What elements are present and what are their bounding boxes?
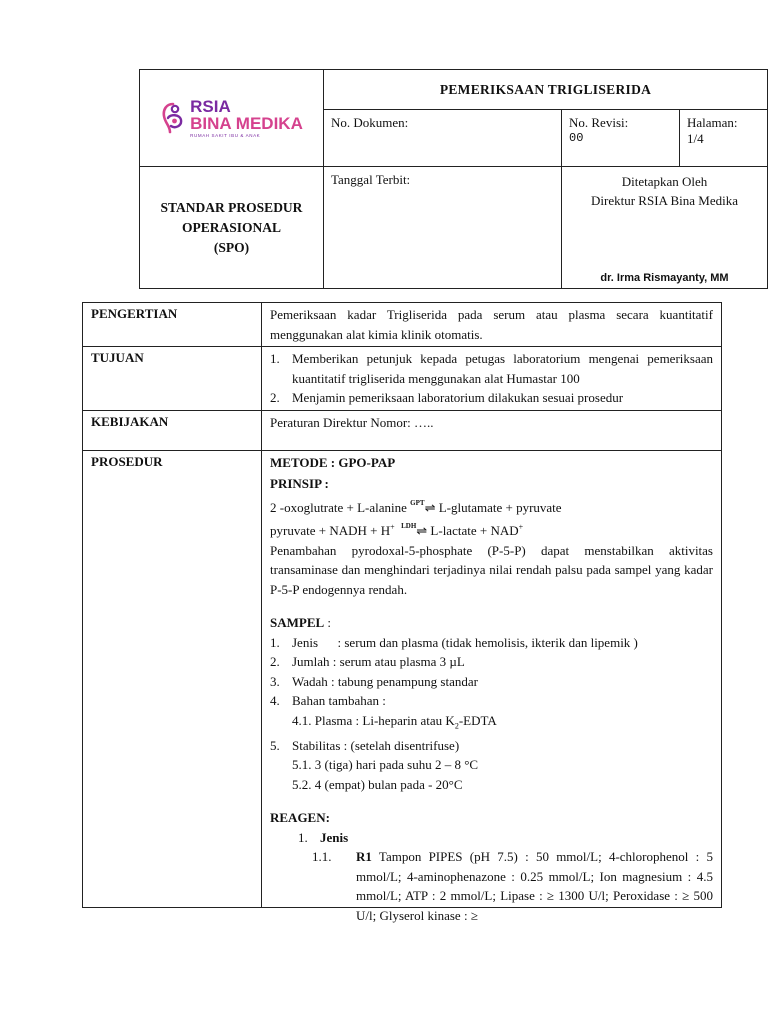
ditetapkan-cell: [562, 167, 768, 289]
list-item-number: 1.: [270, 634, 280, 650]
kebijakan-text: Peraturan Direktur Nomor: …..: [262, 410, 722, 450]
direktur-label: Direktur RSIA Bina Medika: [591, 193, 738, 208]
halaman-cell: [680, 110, 768, 167]
mother-child-logo-icon: [160, 101, 186, 135]
document-header-table: [139, 69, 768, 289]
list-item-text: Wadah : tabung penampung standar: [292, 673, 478, 689]
metode-heading: METODE : GPO-PAP: [270, 454, 396, 470]
list-item-text: Jumlah : serum atau plasma 3 µL: [292, 654, 465, 669]
reagen-r1-description: Tampon PIPES (pH 7.5) : 50 mmol/L; 4-chlorophenol : 5 mmol/L; 4-aminophenazone : 0.25 mmol/L; Ion magnesium : 4.5 mmol/L; ATP : 2 mmol/L; Lipase : ≥ 1300 U/l; Peroxidase : ≥ 500 U/l; Glyserol kinase : ≥: [356, 849, 713, 923]
reaction-1-left: 2 -oxoglutrate + L-alanine: [270, 499, 411, 515]
no-revisi-label: No. Revisi:: [569, 115, 629, 130]
sub-item-text-end: -EDTA: [458, 712, 497, 728]
list-item-text: Jenis : serum dan plasma (tidak hemolisis, ikterik dan lipemik ): [292, 634, 638, 650]
no-revisi-value: 00: [569, 131, 584, 145]
prinsip-text: Penambahan pyrodoxal-5-phosphate (P-5-P) dapat menstabilkan aktivitas transaminase dan menghindari terjadinya nilai rendah palsu pada sampel yang kadar P-5-P endogennya rendah.: [270, 542, 713, 597]
ditetapkan-oleh: Ditetapkan Oleh: [621, 174, 708, 189]
signer-name: dr. Irma Rismayanty, MM: [600, 272, 729, 284]
sub-list-item: 5.2. 4 (empat) bulan pada - 20°C: [292, 776, 463, 792]
list-item-number: 4.: [270, 693, 280, 708]
reaction-2-enzyme: LDH: [401, 522, 417, 530]
halaman-value: 1/4: [687, 131, 704, 146]
hospital-logo: [140, 70, 323, 166]
sampel-title: SAMPEL: [270, 615, 325, 630]
tujuan-list: [262, 347, 722, 411]
no-dokumen-label: No. Dokumen:: [331, 115, 409, 130]
spo-line-2: OPERASIONAL: [181, 219, 281, 235]
logo-line-2: BINA MEDIKA: [190, 113, 303, 133]
sampel-heading: [270, 613, 713, 633]
reagen-jenis-label: Jenis: [320, 829, 349, 845]
list-item-number: 1.: [270, 351, 280, 366]
document-title: PEMERIKSAAN TRIGLISERIDA: [324, 70, 768, 110]
list-item-number: 2.: [270, 390, 280, 405]
subscript: 2: [454, 721, 459, 731]
sub-list-item: [270, 711, 713, 736]
list-item-number: 5.: [270, 737, 280, 753]
sampel-colon: :: [324, 615, 332, 630]
list-item: [270, 633, 713, 653]
no-dokumen-cell: [324, 110, 562, 167]
logo-line-1: RSIA: [190, 96, 231, 116]
spo-content-table: [82, 302, 722, 923]
spo-cell: [140, 167, 324, 289]
list-item: [270, 691, 713, 711]
reagen-heading: REAGEN:: [270, 810, 330, 826]
logo-tagline: RUMAH SAKIT IBU & ANAK: [190, 132, 261, 138]
reaction-2-left: pyruvate + NADH + H: [270, 523, 391, 538]
reagen-r1-item: [270, 847, 713, 925]
spo-line-3: (SPO): [213, 239, 250, 255]
sub-list-item: 5.1. 3 (tiga) hari pada suhu 2 – 8 °C: [292, 757, 479, 773]
reagen-jenis: [270, 828, 713, 848]
list-item: [270, 736, 713, 756]
reaction-line-2: [270, 517, 713, 541]
list-item-text: Bahan tambahan :: [292, 693, 386, 708]
list-item: [270, 652, 713, 672]
prosedur-content: [262, 450, 722, 923]
prosedur-label: PROSEDUR: [83, 450, 262, 907]
list-item-number: 1.1.: [312, 849, 332, 865]
reagen-r1-label: R1: [356, 849, 372, 865]
reaction-line-1: [270, 494, 713, 518]
list-item-text: Menjamin pemeriksaan laboratorium dilakukan sesuai prosedur: [292, 390, 624, 405]
pengertian-label: PENGERTIAN: [83, 303, 262, 347]
reaction-2-right: ⇌ L-lactate + NAD: [416, 523, 519, 538]
list-item-text: Memberikan petunjuk kepada petugas laboratorium mengenai pemeriksaan kuantitatif trigliserida menggunakan alat Humastar 100: [292, 351, 713, 386]
reaction-2-h-charge: +: [390, 522, 395, 532]
reagen-r1-text: [356, 847, 713, 925]
kebijakan-label: KEBIJAKAN: [83, 410, 262, 450]
no-revisi-cell: [562, 110, 680, 167]
list-item-number: 2.: [270, 654, 280, 669]
list-item: [270, 349, 713, 388]
list-item-number: 1.: [298, 829, 308, 845]
prinsip-heading: PRINSIP :: [270, 476, 329, 491]
list-item: [270, 672, 713, 692]
tanggal-terbit-label: Tanggal Terbit:: [331, 172, 411, 187]
reaction-2-nad-charge: +: [518, 522, 524, 532]
tujuan-label: TUJUAN: [83, 347, 262, 411]
halaman-label: Halaman:: [687, 115, 738, 130]
logo-cell: [140, 70, 324, 167]
reaction-1-right: ⇌ L-glutamate + pyruvate: [424, 499, 562, 515]
list-item-text: Stabilitas : (setelah disentrifuse): [292, 737, 460, 753]
list-item: [270, 388, 713, 408]
spo-line-1: STANDAR PROSEDUR: [160, 199, 303, 215]
reaction-1-enzyme: GPT: [410, 498, 425, 507]
list-item-number: 3.: [270, 673, 280, 689]
sub-item-text: 4.1. Plasma : Li-heparin atau K: [292, 712, 455, 728]
pengertian-text: Pemeriksaan kadar Trigliserida pada serum atau plasma secara kuantitatif menggunakan alat kimia klinik otomatis.: [262, 303, 722, 347]
tanggal-terbit-cell: [324, 167, 562, 289]
